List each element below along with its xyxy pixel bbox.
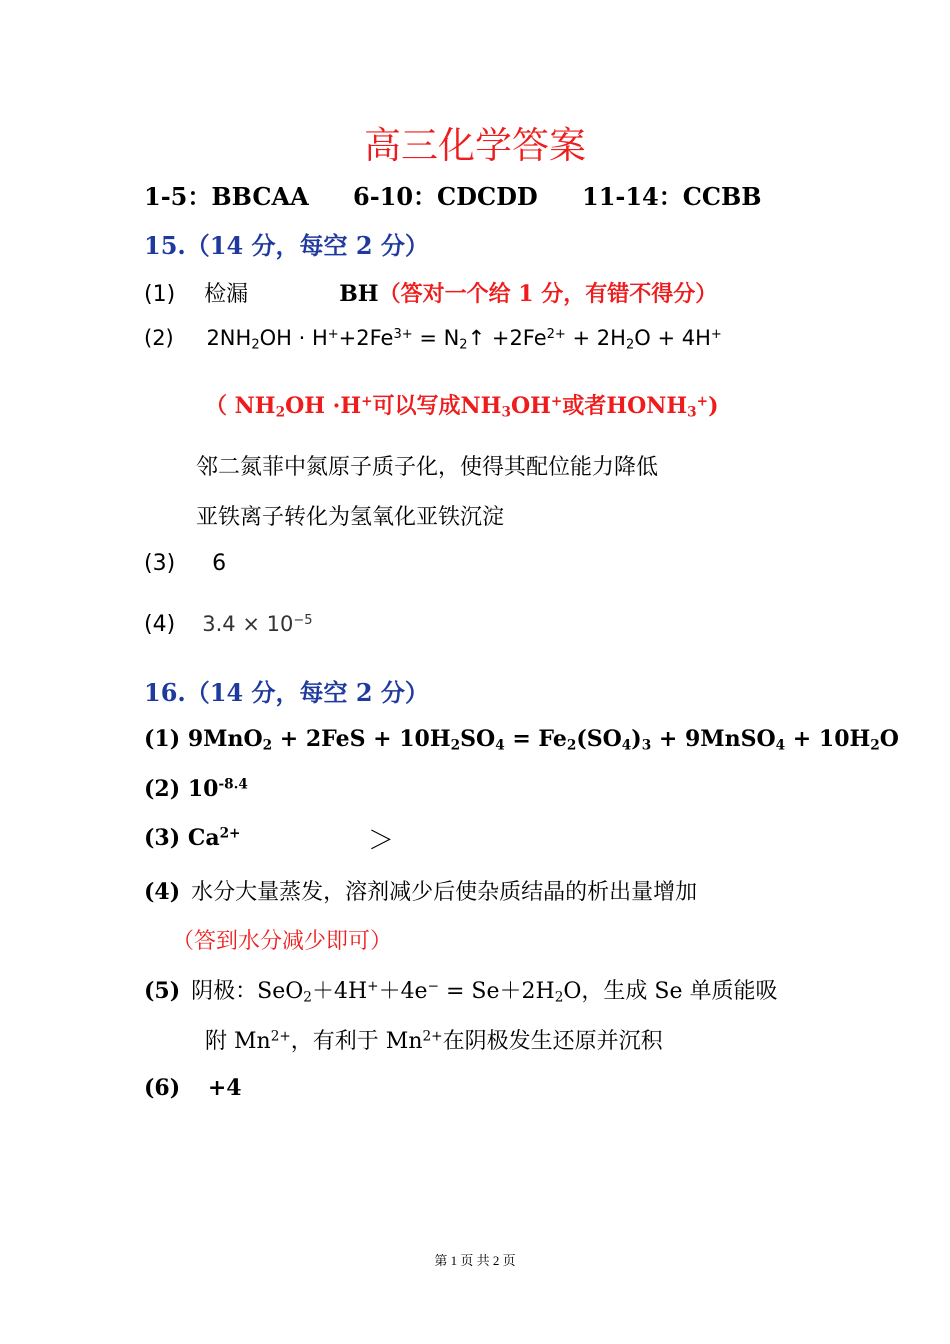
q16-p3-ion: Ca (187, 825, 220, 851)
eq-sub: 4 (495, 737, 505, 754)
q16-p3-compare: ＞ (368, 826, 395, 856)
q16-p5-label: (5) (144, 978, 181, 1004)
eq-sub: 2 (450, 737, 461, 754)
q16-p5-line1 (144, 974, 778, 1005)
q15-p2-equation (144, 326, 722, 353)
q15-p1 (144, 277, 717, 308)
eq-sub: 2 (459, 337, 468, 353)
eq-sub: 2 (262, 737, 273, 754)
q16-p5-line2 (205, 1024, 663, 1055)
eq-part: +2Fe (338, 326, 394, 350)
eq-sup: 3+ (393, 326, 413, 342)
q15-p1-label: (1) (144, 282, 176, 307)
eq-sub: 2 (870, 737, 880, 754)
q16-p2-exp: -8.4 (218, 776, 248, 793)
eq-sub: 2 (251, 337, 260, 353)
q15-p3-label: (3) (144, 551, 176, 576)
q16-p5-part: 在阴极发生还原并沉积 (442, 1029, 663, 1054)
q16-p2-label: (2) (144, 776, 181, 802)
note-part: OH (510, 393, 551, 419)
eq-sup: 2+ (546, 326, 566, 342)
eq-part: SO (460, 726, 496, 752)
q15-p2-label: (2) (144, 326, 174, 350)
eq-part: + 2H (565, 326, 626, 350)
mc-group-3: 11-14：CCBB (582, 182, 762, 211)
eq-sup: + (367, 978, 379, 995)
eq-sub: 3 (641, 737, 652, 754)
q15-p3 (144, 551, 226, 576)
eq-part: = N (412, 326, 460, 350)
q16-p2 (144, 776, 248, 802)
q15-p4-answer (202, 612, 312, 636)
note-sub: 3 (501, 404, 511, 421)
eq-part: + 9MnSO (651, 726, 776, 752)
q16-p6-answer: +4 (207, 1075, 242, 1101)
q15-p2-text2: 亚铁离子转化为氢氧化亚铁沉淀 (196, 505, 505, 530)
q16-p6-label: (6) (144, 1075, 181, 1101)
eq-sub: 2 (625, 337, 635, 353)
eq-sup: + (710, 326, 722, 342)
q15-p4-label: (4) (144, 612, 176, 637)
q16-p5-part: ，有利于 Mn (290, 1029, 423, 1054)
eq-part: = Fe (504, 726, 567, 752)
eq-sub: 2 (554, 989, 564, 1006)
mc-group-2: 6-10：CDCDD (353, 182, 538, 211)
q16-p5-part: ＋4H (311, 979, 368, 1004)
q15-p1-answer: 检漏 (204, 282, 249, 307)
mc-group-1: 1-5：BBCAA (144, 182, 309, 211)
q16-p4-label: (4) (144, 879, 181, 905)
q16-p4-note: （答到水分减少即可） (172, 929, 393, 954)
note-sup: + (550, 393, 563, 410)
note-part: （ (205, 393, 235, 419)
eq-sup: + (327, 326, 339, 342)
note-sup: + (696, 393, 709, 410)
q16-p5-part: ＋4e (378, 979, 428, 1004)
eq-part: 2NH (206, 326, 252, 350)
eq-sub: 2 (566, 737, 577, 754)
page-title: 高三化学答案 (364, 124, 586, 167)
eq-sup: 2+ (270, 1028, 291, 1045)
note-part: NH (234, 393, 276, 419)
note-sub: 3 (687, 404, 697, 421)
eq-part: O (879, 726, 899, 752)
q16-p5-part: O，生成 Se 单质能吸 (563, 979, 778, 1004)
note-part: ) (708, 393, 719, 419)
eq-sub: 4 (621, 737, 632, 754)
q16-p5-part: 阴极：SeO (191, 979, 304, 1004)
q16-p3-label: (3) (144, 825, 181, 851)
q15-p4 (144, 612, 313, 637)
eq-part: + 10H (785, 726, 871, 752)
eq-part: OH · H (259, 326, 328, 350)
q16-p1-label: (1) (144, 726, 181, 752)
eq-part: ) (631, 726, 642, 752)
eq-part: (SO (576, 726, 622, 752)
q16-p4 (144, 875, 697, 906)
q15-header: 15.（14 分，每空 2 分） (144, 231, 429, 260)
eq-part: ↑ +2Fe (467, 326, 547, 350)
note-part: OH ·H (285, 393, 362, 419)
q15-p2-note (205, 389, 719, 420)
q16-p1-equation (144, 726, 899, 752)
note-part: 或者HONH (562, 393, 688, 419)
q15-p1-note: （答对一个给 1 分，有错不得分） (378, 281, 718, 307)
q16-p5-part: 附 Mn (205, 1029, 271, 1054)
q16-p3-ion-sup: 2+ (219, 825, 241, 842)
eq-part: 9MnO (187, 726, 263, 752)
q15-p1-answer2: BH (339, 281, 379, 307)
q16-p5-part: = Se＋2H (439, 979, 555, 1004)
q15-p4-base: 3.4 × 10 (202, 612, 294, 636)
eq-part: + 2FeS + 10H (272, 726, 451, 752)
eq-part: O + 4H (634, 326, 711, 350)
q16-header: 16.（14 分，每空 2 分） (144, 678, 429, 707)
note-sub: 2 (275, 404, 286, 421)
eq-sub: 4 (775, 737, 786, 754)
eq-sub: 2 (303, 989, 312, 1006)
q16-p6 (144, 1075, 242, 1101)
page-footer: 第 1 页 共 2 页 (434, 1253, 516, 1268)
note-sup: + (361, 393, 373, 410)
q16-p2-base: 10 (187, 776, 219, 802)
q16-p3 (144, 825, 240, 851)
eq-sup: 2+ (422, 1028, 443, 1045)
note-part: 可以写成NH (372, 393, 502, 419)
q15-p4-exp: −5 (293, 612, 313, 628)
q15-p3-answer: 6 (212, 551, 227, 576)
eq-sup: − (427, 978, 440, 995)
q16-p4-text: 水分大量蒸发，溶剂减少后使杂质结晶的析出量增加 (191, 880, 698, 905)
q15-p2-text1: 邻二氮菲中氮原子质子化，使得其配位能力降低 (196, 455, 659, 480)
